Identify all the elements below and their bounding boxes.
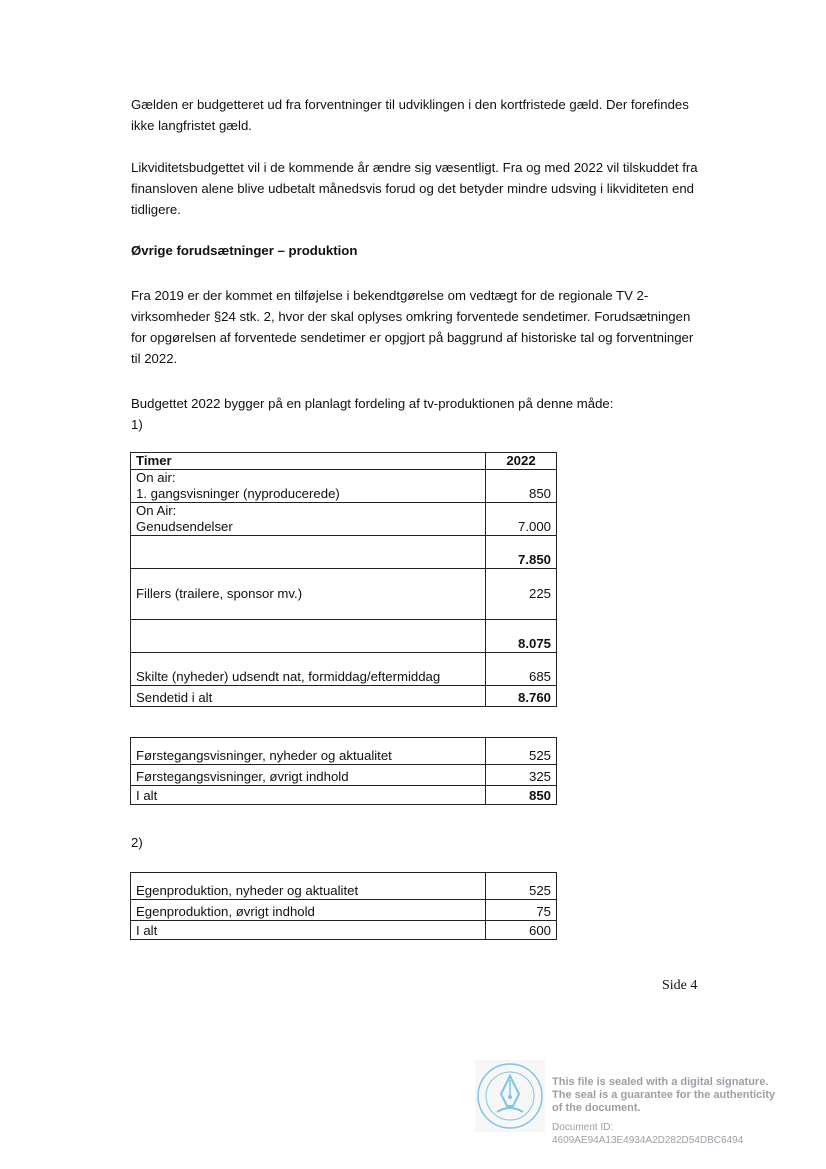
paragraph-broadcast-hours: Fra 2019 er der kommet en tilføjelse i bekendtgørelse om vedtægt for de regionale TV 2-virksomheder §24 stk. 2, hvor der skal oplyses omkring forventede sendetimer. Forudsætningen for opgørelsen af forventede sendetimer er opgjort på baggrund af historiske tal og forventninger til 2022. (131, 288, 694, 366)
paragraph-debt: Gælden er budgetteret ud fra forventninger til udviklingen i den kortfristede gæld. Der forefindes ikke langfristet gæld. (131, 97, 689, 133)
table-row (131, 738, 557, 765)
row-value: 850 (486, 786, 557, 805)
row-value: 8.760 (486, 686, 557, 707)
row-label: I alt (131, 786, 486, 805)
row-value: 525 (486, 873, 557, 900)
paragraph-budget-basis: Budgettet 2022 bygger på en planlagt fordeling af tv-produktionen på denne måde: (131, 396, 614, 411)
row-value: 525 (486, 738, 557, 765)
row-value: 7.000 (486, 503, 557, 536)
row-label: Sendetid i alt (131, 686, 486, 707)
row-label: Egenproduktion, øvrigt indhold (131, 900, 486, 921)
row-value: 600 (486, 921, 557, 940)
list-marker-2: 2) (131, 835, 143, 850)
table-row (131, 686, 557, 707)
document-id: Document ID: 4609AE94A13E4934A2D282D54DBC6494 (552, 1122, 744, 1146)
table-row (131, 569, 557, 620)
table-row (131, 653, 557, 686)
header-cell-timer: Timer (131, 453, 486, 470)
paragraph-liquidity: Likviditetsbudgettet vil i de kommende år ændre sig væsentligt. Fra og med 2022 vil tilskuddet fra finansloven alene blive udbetalt månedsvis forud og det betyder mindre udsving i likviditeten end tidligere. (131, 160, 698, 217)
page-number: Side 4 (662, 978, 698, 993)
table-header-row (131, 453, 557, 470)
row-value: 325 (486, 765, 557, 786)
table-row (131, 921, 557, 940)
table-row (131, 536, 557, 569)
row-label: Fillers (trailere, sponsor mv.) (131, 569, 486, 620)
header-cell-year: 2022 (486, 453, 557, 470)
list-marker-1: 1) (131, 417, 143, 432)
broadcast-hours-table (130, 452, 557, 707)
section-heading-production: Øvrige forudsætninger – produktion (131, 243, 358, 258)
row-value: 850 (486, 470, 557, 503)
table-row (131, 786, 557, 805)
row-label: Egenproduktion, nyheder og aktualitet (131, 873, 486, 900)
row-value: 225 (486, 569, 557, 620)
table-row (131, 900, 557, 921)
row-label: Førstegangsvisninger, nyheder og aktualitet (131, 738, 486, 765)
row-label (131, 620, 486, 653)
table-row (131, 873, 557, 900)
row-label (131, 536, 486, 569)
row-label: On Air: Genudsendelser (131, 503, 486, 536)
row-label: Skilte (nyheder) udsendt nat, formiddag/eftermiddag (131, 653, 486, 686)
row-value: 75 (486, 900, 557, 921)
table-row (131, 620, 557, 653)
row-label: Førstegangsvisninger, øvrigt indhold (131, 765, 486, 786)
table-row (131, 503, 557, 536)
row-value: 685 (486, 653, 557, 686)
seal-notice: This file is sealed with a digital signature. The seal is a guarantee for the authenticity of the document. (552, 1076, 776, 1114)
table-row (131, 470, 557, 503)
row-value: 7.850 (486, 536, 557, 569)
table-row (131, 765, 557, 786)
row-label: On air: 1. gangsvisninger (nyproducerede) (131, 470, 486, 503)
row-label: I alt (131, 921, 486, 940)
digital-seal-logo (475, 1060, 545, 1132)
own-production-table (130, 872, 557, 940)
row-value: 8.075 (486, 620, 557, 653)
first-run-table (130, 737, 557, 805)
